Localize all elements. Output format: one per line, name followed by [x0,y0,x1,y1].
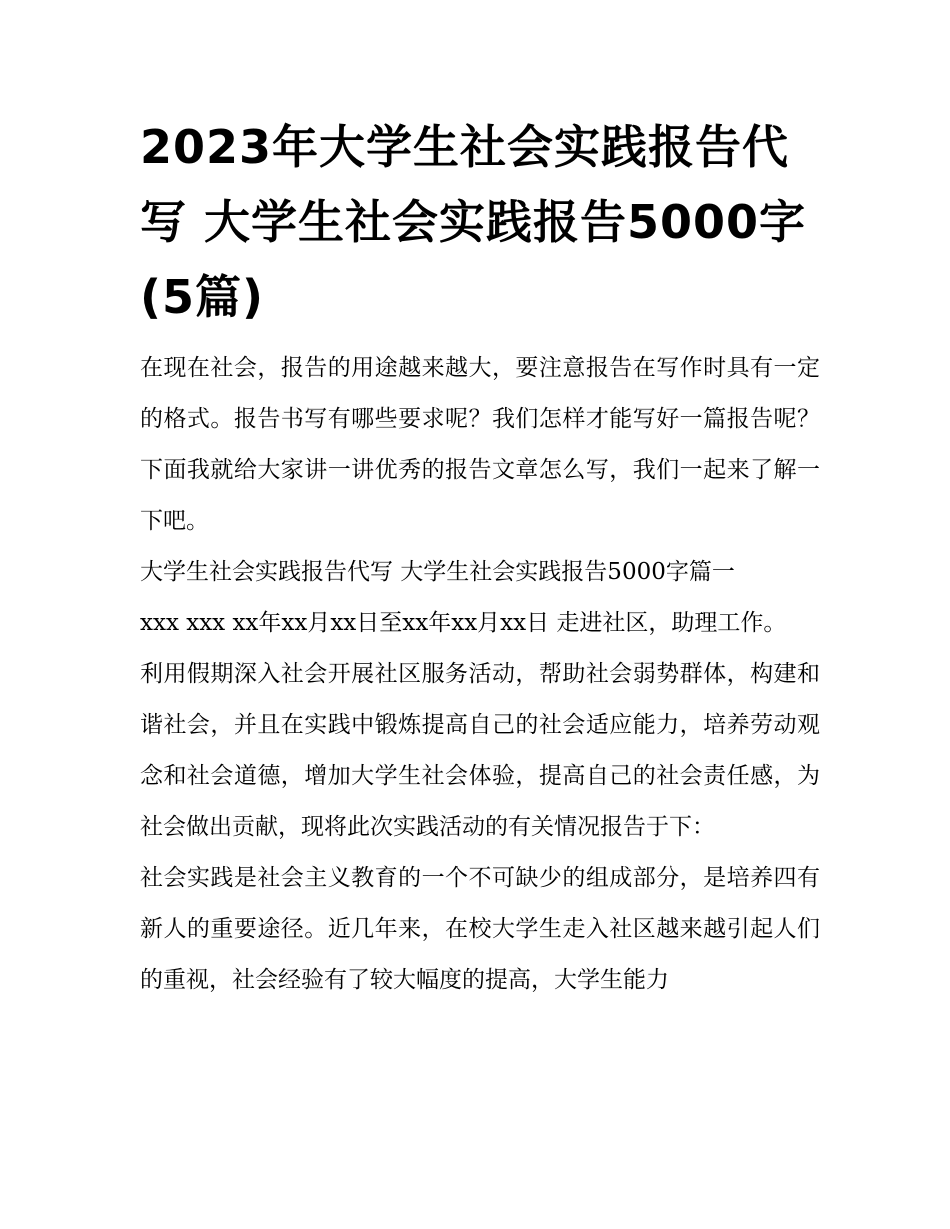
body-paragraph: 社会实践是社会主义教育的一个不可缺少的组成部分，是培养四有新人的重要途径。近几年来，在校大学生走入社区越来越引起人们的重视，社会经验有了较大幅度的提高，大学生能力 [140,865,820,993]
document-page [140,110,820,1006]
section-heading: 大学生社会实践报告代写 大学生社会实践报告5000字篇一 [140,559,735,585]
intro-paragraph: 在现在社会，报告的用途越来越大，要注意报告在写作时具有一定的格式。报告书写有哪些要求呢？我们怎样才能写好一篇报告呢？下面我就给大家讲一讲优秀的报告文章怎么写，我们一起来了解一下吧。 [140,355,820,534]
body-paragraph: 利用假期深入社会开展社区服务活动，帮助社会弱势群体，构建和谐社会，并且在实践中锻炼提高自己的社会适应能力，培养劳动观念和社会道德，增加大学生社会体验，提高自己的社会责任感，为社会做出贡献，现将此次实践活动的有关情况报告于下： [140,661,820,840]
info-line: xxx xxx xx年xx月xx日至xx年xx月xx日 走进社区，助理工作。 [140,610,787,636]
document-title: 2023年大学生社会实践报告代写 大学生社会实践报告5000字(5篇) [140,120,807,324]
